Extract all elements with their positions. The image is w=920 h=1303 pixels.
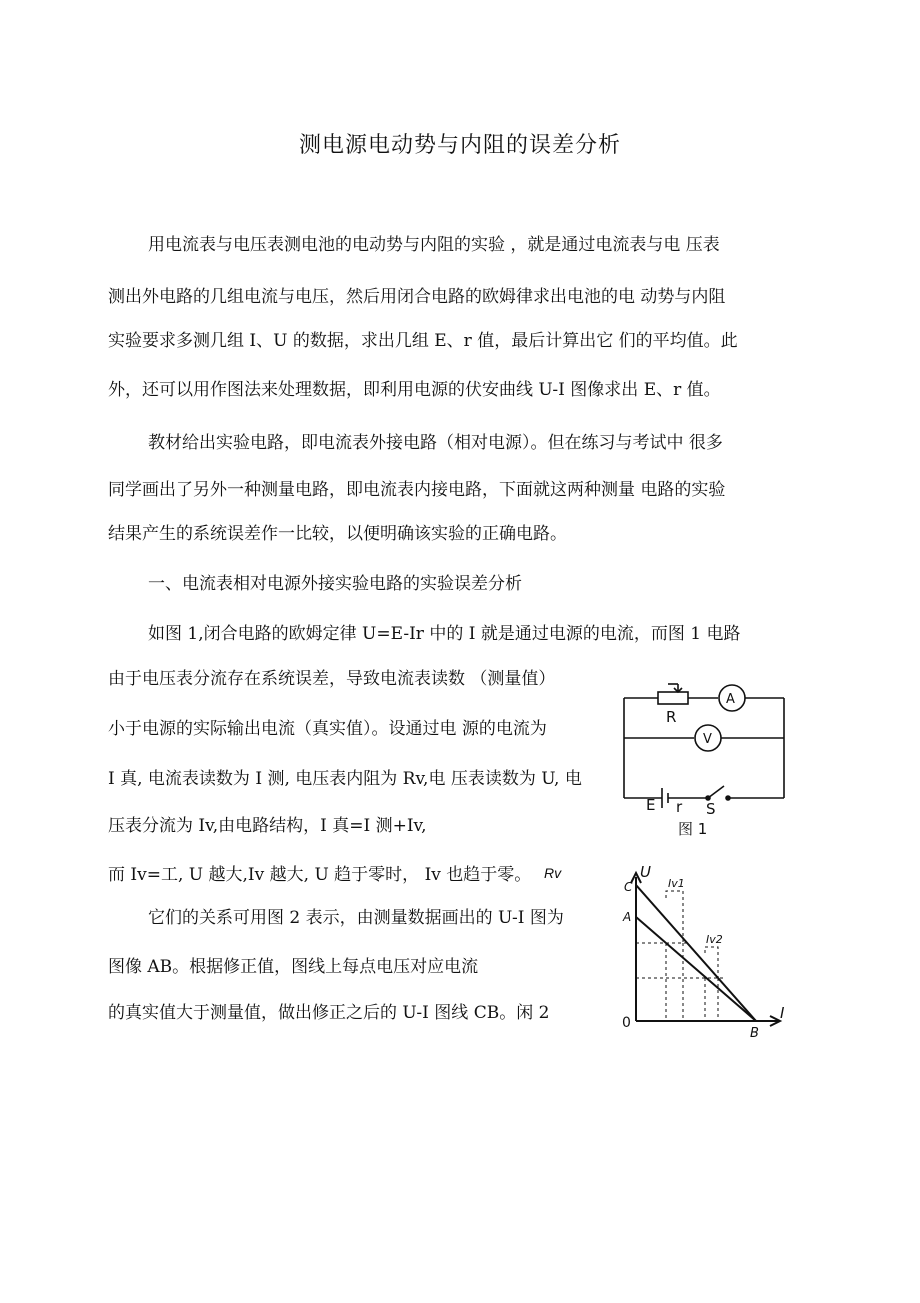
paragraph-line: I 真, 电流表读数为 I 测, 电压表内阻为 Rv,电 压表读数为 U, 电: [108, 769, 582, 789]
switch-symbol: [708, 786, 724, 798]
paragraph-line: 压表分流为 Iv,由电路结构，I 真=I 测+Iv,: [108, 816, 427, 836]
paragraph-line: 由于电压表分流存在系统误差，导致电流表读数 （测量值）: [108, 669, 556, 689]
paragraph-line: 图像 AB。根据修正值，图线上每点电压对应电流: [108, 957, 479, 977]
rv-formula-label: Rv: [544, 865, 562, 881]
paragraph-line: 实验要求多测几组 I、U 的数据，求出几组 E、r 值，最后计算出它 们的平均值。此: [108, 331, 738, 351]
u-axis-label: U: [640, 863, 651, 881]
figure-1-circuit: [620, 672, 790, 844]
ui-graph: [620, 863, 792, 1041]
circuit-diagram: [620, 672, 790, 844]
point-b-label: B: [750, 1026, 759, 1041]
section-heading: 一、电流表相对电源外接实验电路的实验误差分析: [148, 574, 522, 594]
paragraph-line: 小于电源的实际输出电流（真实值）。设通过电 源的电流为: [108, 719, 547, 739]
iv1-label: Iv1: [668, 877, 685, 890]
figure-1-caption: 图 1: [678, 820, 708, 838]
paragraph-line: 结果产生的系统误差作一比较，以便明确该实验的正确电路。: [108, 524, 567, 544]
paragraph-line: 它们的关系可用图 2 表示，由测量数据画出的 U-I 图为: [148, 908, 564, 928]
voltmeter-label: V: [703, 732, 712, 747]
switch-label: S: [706, 800, 716, 818]
paragraph-line: 测出外电路的几组电流与电压，然后用闭合电路的欧姆律求出电池的电 动势与内阻: [108, 287, 726, 307]
line-cb: [636, 885, 756, 1021]
paragraph-line: 教材给出实验电路，即电流表外接电路（相对电源）。但在练习与考试中 很多: [148, 433, 723, 453]
internal-resistance-label: r: [676, 798, 683, 816]
i-axis-label: I: [780, 1004, 785, 1022]
figure-2-ui-graph: [620, 863, 792, 1041]
paragraph-line: 的真实值大于测量值，做出修正之后的 U-I 图线 CB。闲 2: [108, 1003, 550, 1023]
emf-label: E: [646, 796, 656, 814]
point-c-label: C: [624, 880, 633, 894]
paragraph-line: 同学画出了另外一种测量电路，即电流表内接电路，下面就这两种测量 电路的实验: [108, 480, 726, 500]
paragraph-line: 如图 1,闭合电路的欧姆定律 U=E-Ir 中的 I 就是通过电源的电流，而图 1 电路: [148, 624, 741, 644]
ammeter-label: A: [726, 692, 735, 707]
line-ab: [636, 917, 756, 1021]
page-title: 测电源电动势与内阻的误差分析: [298, 133, 621, 158]
iv2-label: Iv2: [706, 933, 723, 946]
paragraph-line: 外，还可以用作图法来处理数据，即利用电源的伏安曲线 U-I 图像求出 E、r 值。: [108, 380, 721, 400]
paragraph-line: 而 Iv=工, U 越大,Iv 越大, U 趋于零时， Iv 也趋于零。: [108, 865, 532, 885]
resistor-label: R: [666, 708, 677, 726]
paragraph-line: 用电流表与电压表测电池的电动势与内阻的实验 ，就是通过电流表与电 压表: [148, 235, 720, 255]
resistor-symbol: [658, 692, 688, 704]
origin-label: 0: [622, 1015, 631, 1031]
point-a-label: A: [623, 910, 632, 924]
